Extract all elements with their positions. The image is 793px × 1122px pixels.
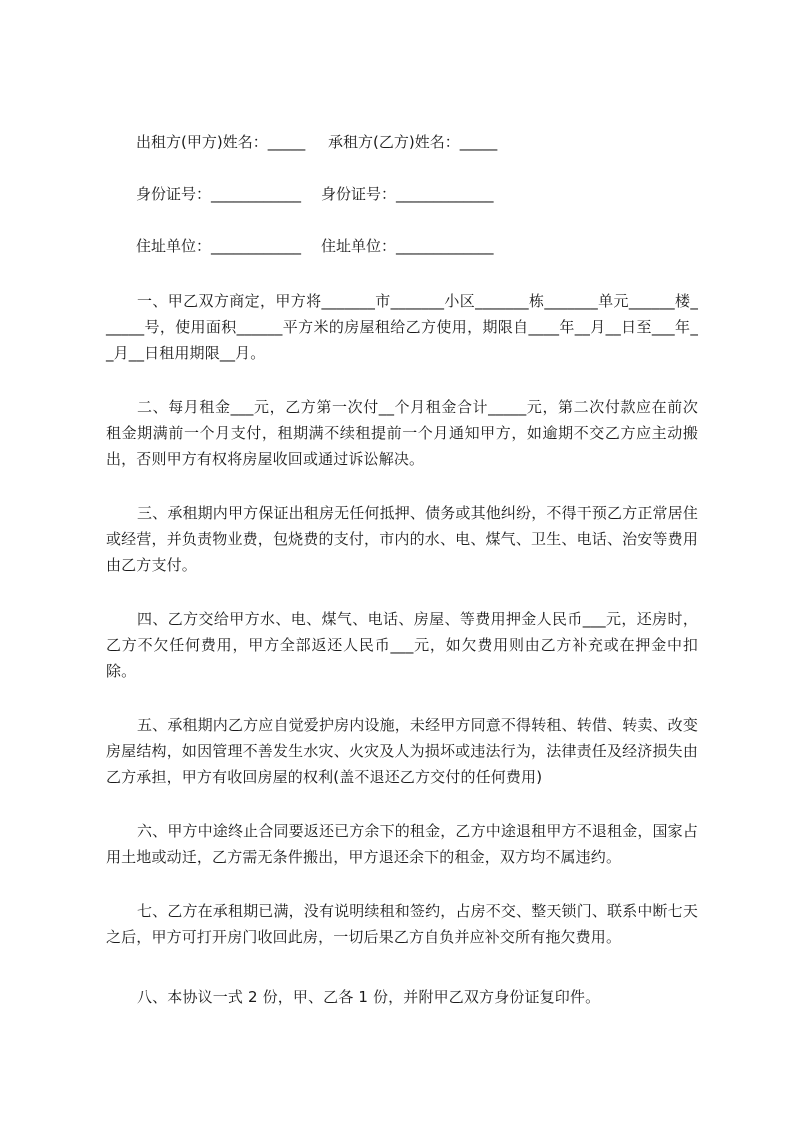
lessee-id-line: 身份证号：_____________ bbox=[321, 185, 494, 203]
clause-3: 三、承租期内甲方保证出租房无任何抵押、债务或其他纠纷，不得干预乙方正常居住或经营，并负责物业费，包烧费的支付，市内的水、电、煤气、卫生、电话、治安等费用由乙方支付。 bbox=[106, 504, 698, 574]
clause-4: 四、乙方交给甲方水、电、煤气、电话、房屋、等费用押金人民币___元，还房时，乙方不欠任何费用，甲方全部返还人民币___元，如欠费用则由乙方补充或在押金中扣除。 bbox=[106, 610, 698, 680]
clause-8: 八、本协议一式 2 份，甲、乙各 1 份，并附甲乙双方身份证复印件。 bbox=[137, 988, 601, 1006]
lessor-id-line: 身份证号：____________ bbox=[136, 185, 302, 203]
clause-5: 五、承租期内乙方应自觉爱护房内设施，未经甲方同意不得转租、转借、转卖、改变房屋结构，如因管理不善发生水灾、火灾及人为损坏或违法行为，法律责任及经济损失由乙方承担，甲方有收回房屋的权利(盖不退还乙方交付的任何费用) bbox=[106, 716, 698, 786]
lessee-name-line: 承租方(乙方)姓名：_____ bbox=[328, 133, 498, 151]
clause-7: 七、乙方在承租期已满，没有说明续租和签约，占房不交、整天锁门、联系中断七天之后，甲方可打开房门收回此房，一切后果乙方自负并应补交所有拖欠费用。 bbox=[106, 902, 698, 946]
lessor-name-line: 出租方(甲方)姓名：_____ bbox=[136, 133, 306, 151]
lessee-address-line: 住址单位：_____________ bbox=[321, 237, 494, 255]
clause-6: 六、甲方中途终止合同要返还已方余下的租金，乙方中途退租甲方不退租金，国家占用土地或动迁，乙方需无条件搬出，甲方退还余下的租金，双方均不属违约。 bbox=[106, 822, 698, 866]
clause-2: 二、每月租金___元，乙方第一次付__个月租金合计_____元，第二次付款应在前次租金期满前一个月支付，租期满不续租提前一个月通知甲方，如逾期不交乙方应主动搬出，否则甲方有权将房屋收回或通过诉讼解决。 bbox=[106, 398, 698, 468]
clause-1: 一、甲乙双方商定，甲方将_______市_______小区_______栋_______单元______楼______号，使用面积______平方米的房屋租给乙方使用，期限自____年__月__日至___年__月__日租用期限__月。 bbox=[106, 292, 698, 362]
lessor-address-line: 住址单位：____________ bbox=[136, 237, 302, 255]
